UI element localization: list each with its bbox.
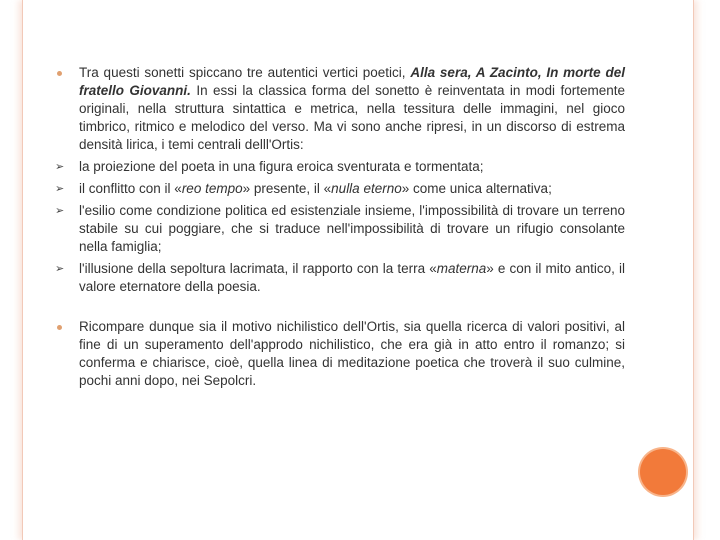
materna: materna <box>436 261 487 276</box>
nulla-eterno: nulla eterno <box>331 181 402 196</box>
dot-bullet-icon <box>55 318 69 336</box>
arrow-item-2-text-b: » presente, il « <box>242 181 332 196</box>
reo-tempo: reo tempo <box>181 181 243 196</box>
arrow-item-4-text-b: » e con il mito antico, il valore eternatore della poesia. <box>79 261 625 294</box>
arrow-bullet-icon: ➢ <box>55 263 65 275</box>
paragraph-intro <box>55 64 625 154</box>
conclusion-text: Ricompare dunque sia il motivo nichilistico dell'Ortis, sia quella ricerca di valori positivi, al fine di un superamento dell'approdo nichilistico, che era già in atto entro il romanzo; si conferma e chiarisce, cioè, quella linea di meditazione poetica che troverà il suo culmine, pochi anni dopo, nei Sepolcri. <box>79 319 625 388</box>
arrow-item-1-text: la proiezione del poeta in una figura eroica sventurata e tormentata; <box>79 159 484 174</box>
dot-bullet-icon <box>55 64 69 82</box>
arrow-item-2 <box>55 180 625 198</box>
arrow-item-4-text-a: l'illusione della sepoltura lacrimata, il rapporto con la terra « <box>79 261 437 276</box>
arrow-item-2-text-c: » come unica alternativa; <box>401 181 552 196</box>
arrow-item-3-text: l'esilio come condizione politica ed esistenziale insieme, l'impossibilità di trovare un terreno stabile su cui poggiare, che si traduce nell'impossibilità di trovare un rifugio consolante nella famiglia; <box>79 203 625 254</box>
intro-text-start: Tra questi sonetti spiccano tre autentici vertici poetici, <box>79 65 411 80</box>
arrow-item-1 <box>55 158 625 176</box>
orange-circle-decoration <box>640 449 686 495</box>
arrow-bullet-icon: ➢ <box>55 183 65 195</box>
arrow-item-3 <box>55 202 625 256</box>
arrow-item-2-text-a: il conflitto con il « <box>79 181 182 196</box>
arrow-bullet-icon: ➢ <box>55 205 65 217</box>
arrow-bullet-icon: ➢ <box>55 161 65 173</box>
intro-text-end: In essi la classica forma del sonetto è reinventata in modi fortemente originali, nella struttura sintattica e metrica, nella tessitura delle immagini, nel gioco timbrico, ritmico e melodico del verso. Ma vi sono anche ripresi, in un discorso di estrema densità lirica, i temi centrali delll'Ortis: <box>79 83 625 152</box>
sonnet-titles: Alla sera, A Zacinto, In morte del fratello Giovanni. <box>79 65 625 98</box>
paragraph-conclusion <box>55 318 625 390</box>
slide-content <box>55 64 625 390</box>
arrow-item-4 <box>55 260 625 296</box>
